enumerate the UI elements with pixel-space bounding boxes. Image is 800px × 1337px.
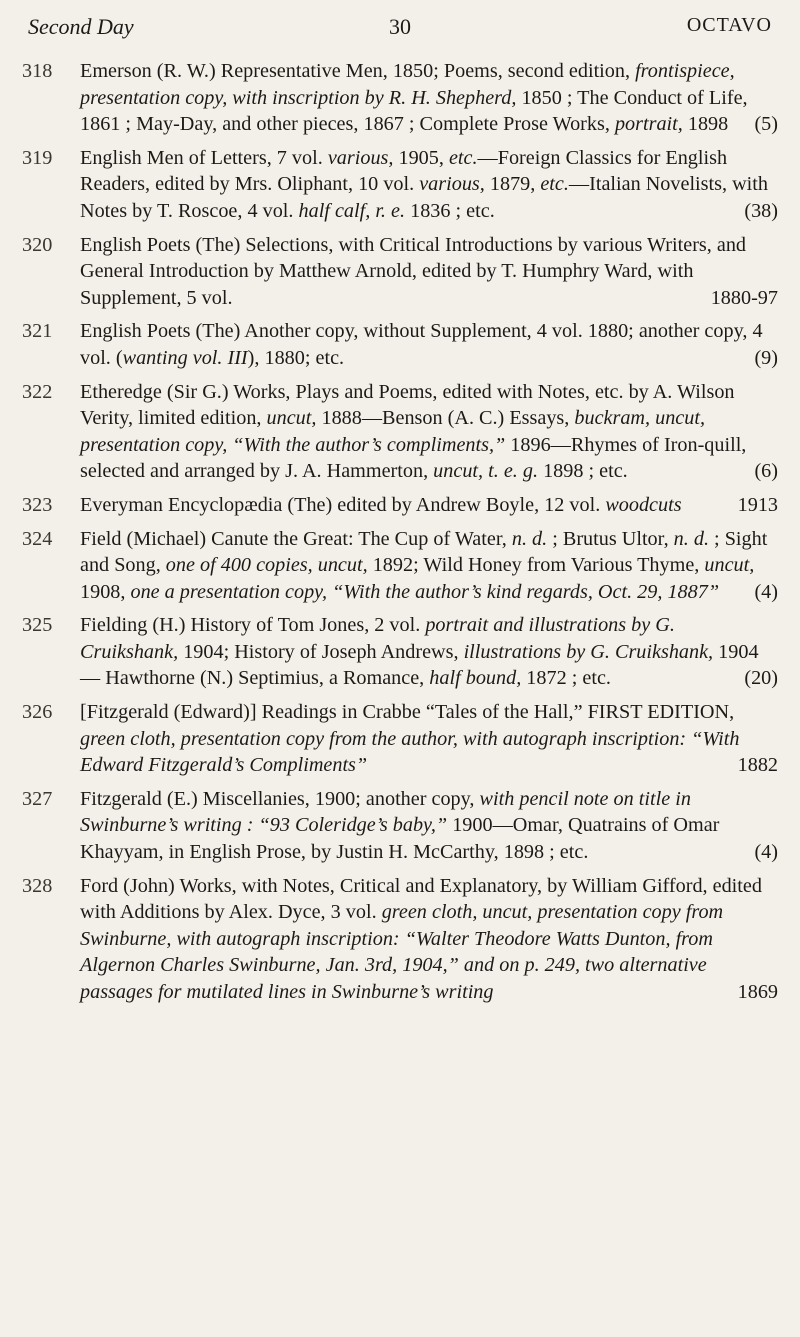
lot-entry [22, 612, 778, 692]
lot-text: 1898 [682, 113, 729, 136]
lot-text: 1836 ; etc. [405, 199, 495, 222]
lot-number: 319 [22, 146, 53, 169]
lot-entry [22, 379, 778, 485]
lot-description [80, 492, 778, 519]
lot-text-italic: half bound, [429, 667, 522, 690]
lot-number: 327 [22, 787, 53, 810]
lot-text-italic: various, [419, 173, 485, 196]
lot-text-italic: etc. [540, 173, 569, 196]
lot-text: 1872 ; etc. [521, 667, 611, 690]
lot-quantity-or-date: 1882 [737, 754, 778, 777]
lot-text: —Foreign Classics for English Readers, edited by Mrs. Oliphant, 10 vol. [80, 146, 728, 196]
lot-entry [22, 145, 778, 225]
lot-text: 1892; Wild Honey from Various Thyme, [367, 554, 705, 577]
lot-quantity-or-date: (20) [744, 667, 778, 690]
lot-text-italic: various, [327, 146, 394, 169]
lot-entry [22, 699, 778, 779]
running-head-left: Second Day [28, 14, 134, 39]
lot-entry [22, 492, 778, 519]
lot-quantity-or-date: (4) [754, 580, 778, 603]
lot-quantity-or-date: (5) [754, 113, 778, 136]
lot-text-italic: portrait, [614, 113, 683, 136]
running-head-right: OCTAVO [686, 14, 772, 36]
lot-text-italic: one a presentation copy, “With the author’s kind regards, Oct. 29, 1887” [130, 580, 720, 603]
lot-text: Ford (John) Works, with Notes, Critical and Explanatory, by William Gifford, edited with Additions by Alex. Dyce, 3 vol. [80, 874, 762, 924]
lot-text: English Poets (The) Selections, with Critical Introductions by various Writers, and General Introduction by Matthew Arnold, edited by T. Humphry Ward, with Supplement, 5 vol. [80, 233, 747, 309]
lot-text-italic: n. d. [511, 527, 548, 550]
lot-text: English Poets (The) Another copy, without Supplement, 4 vol. 1880; another copy, 4 vol. ( [80, 320, 763, 369]
lot-number: 322 [22, 380, 53, 403]
lot-entry [22, 873, 778, 1006]
lot-text-italic: uncut, [704, 554, 755, 577]
lot-text-italic: uncut, t. e. g. [433, 460, 539, 483]
lot-quantity-or-date: 1880-97 [710, 286, 778, 309]
lot-text: ; Brutus Ultor, [547, 527, 674, 550]
lot-text: Etheredge (Sir G.) Works, Plays and Poems, edited with Notes, etc. by A. Wilson Verity, limited edition, [80, 380, 735, 430]
lot-text-italic: etc. [448, 146, 478, 169]
lot-text: Everyman Encyclopædia (The) edited by Andrew Boyle, 12 vol. [80, 493, 606, 516]
lot-entry [22, 786, 778, 866]
lot-quantity-or-date: (9) [754, 346, 778, 369]
lot-text: 1904 — Hawthorne (N.) Septimius, a Romance, [80, 640, 759, 690]
lot-text-italic: portrait and illustrations by G. Cruikshank, [80, 614, 675, 663]
lot-text-italic: green cloth, presentation copy from the author, with autograph inscription: “With Edward Fitzgerald’s Compliments” [80, 727, 740, 777]
lot-quantity-or-date: (6) [754, 460, 778, 483]
lot-text: 1904; History of Joseph Andrews, [178, 640, 464, 663]
lot-text: ; Sight and Song, [80, 527, 768, 577]
lot-text-italic: wanting vol. III [122, 346, 248, 369]
lot-text: 1908, [80, 580, 131, 603]
lot-text: Field (Michael) Canute the Great: The Cup of Water, [80, 527, 512, 550]
lot-number: 328 [22, 874, 53, 897]
lot-description [80, 58, 778, 138]
lot-entry [22, 58, 778, 138]
lot-text-italic: uncut, [266, 407, 317, 430]
lot-number: 324 [22, 527, 53, 550]
lot-entry [22, 526, 778, 606]
lot-text: Fielding (H.) History of Tom Jones, 2 vol. [80, 614, 426, 637]
lot-number: 323 [22, 493, 53, 516]
lot-number: 318 [22, 60, 53, 82]
lot-text: 1900—Omar, Quatrains of Omar Khayyam, in English Prose, by Justin H. McCarthy, 1898 ; etc. [80, 814, 720, 864]
lot-number: 326 [22, 701, 53, 724]
lot-text: 1850 ; The Conduct of Life, 1861 ; May-Day, and other pieces, 1867 ; Complete Prose Works, [80, 86, 748, 136]
lot-text: 1898 ; etc. [538, 460, 628, 483]
lot-text-italic: illustrations by G. Cruikshank, [463, 640, 714, 663]
lot-text: 1888—Benson (A. C.) Essays, [316, 407, 575, 430]
lot-text-italic: woodcuts [605, 493, 682, 516]
lot-text: 1896—Rhymes of Iron-quill, selected and arranged by J. A. Hammerton, [80, 433, 747, 483]
lot-text-italic: half calf, r. e. [298, 199, 406, 222]
lot-text-italic: n. d. [673, 527, 709, 550]
lot-quantity-or-date: (38) [744, 199, 778, 222]
lot-text: English Men of Letters, 7 vol. [80, 146, 328, 169]
page-header [28, 14, 772, 44]
lot-text: 1905, [393, 146, 449, 169]
lot-text: —Italian Novelists, with Notes by T. Roscoe, 4 vol. [80, 173, 768, 222]
lot-text-italic: green cloth, uncut, presentation copy from Swinburne, with autograph inscription: “Walter Theodore Watts Dunton, from Algernon Charles Swinburne, Jan. 3rd, 1904,” and on p. 249, two alternative passages for mutilated lines in Swinburne’s writing [80, 901, 724, 1003]
lot-text-italic: one of 400 copies, uncut, [165, 554, 368, 577]
lot-entry [22, 318, 778, 371]
lot-description [80, 526, 778, 606]
lot-text: Emerson (R. W.) Representative Men, 1850; Poems, second edition, [80, 60, 636, 82]
lot-text: 1879, [484, 173, 541, 196]
page-number: 30 [389, 14, 411, 39]
lot-entry [22, 232, 778, 312]
lot-list [22, 58, 778, 1013]
lot-text: [Fitzgerald (Edward)] Readings in Crabbe “Tales of the Hall,” FIRST EDITION, [80, 701, 735, 724]
lot-quantity-or-date: 1913 [737, 493, 778, 516]
lot-number: 321 [22, 320, 53, 343]
lot-text-italic: frontispiece, presentation copy, with inscription by R. H. Shepherd, [80, 60, 735, 109]
lot-quantity-or-date: (4) [754, 841, 778, 864]
lot-text-italic: with pencil note on title in Swinburne’s writing : “93 Coleridge’s baby,” [80, 787, 691, 837]
lot-number: 320 [22, 233, 53, 256]
lot-quantity-or-date: 1869 [737, 981, 778, 1003]
lot-text-italic: buckram, uncut, presentation copy, “With the author’s compliments,” [80, 407, 706, 456]
lot-text: Fitzgerald (E.) Miscellanies, 1900; another copy, [80, 787, 480, 810]
lot-text: ), 1880; etc. [247, 346, 345, 369]
lot-number: 325 [22, 614, 53, 637]
